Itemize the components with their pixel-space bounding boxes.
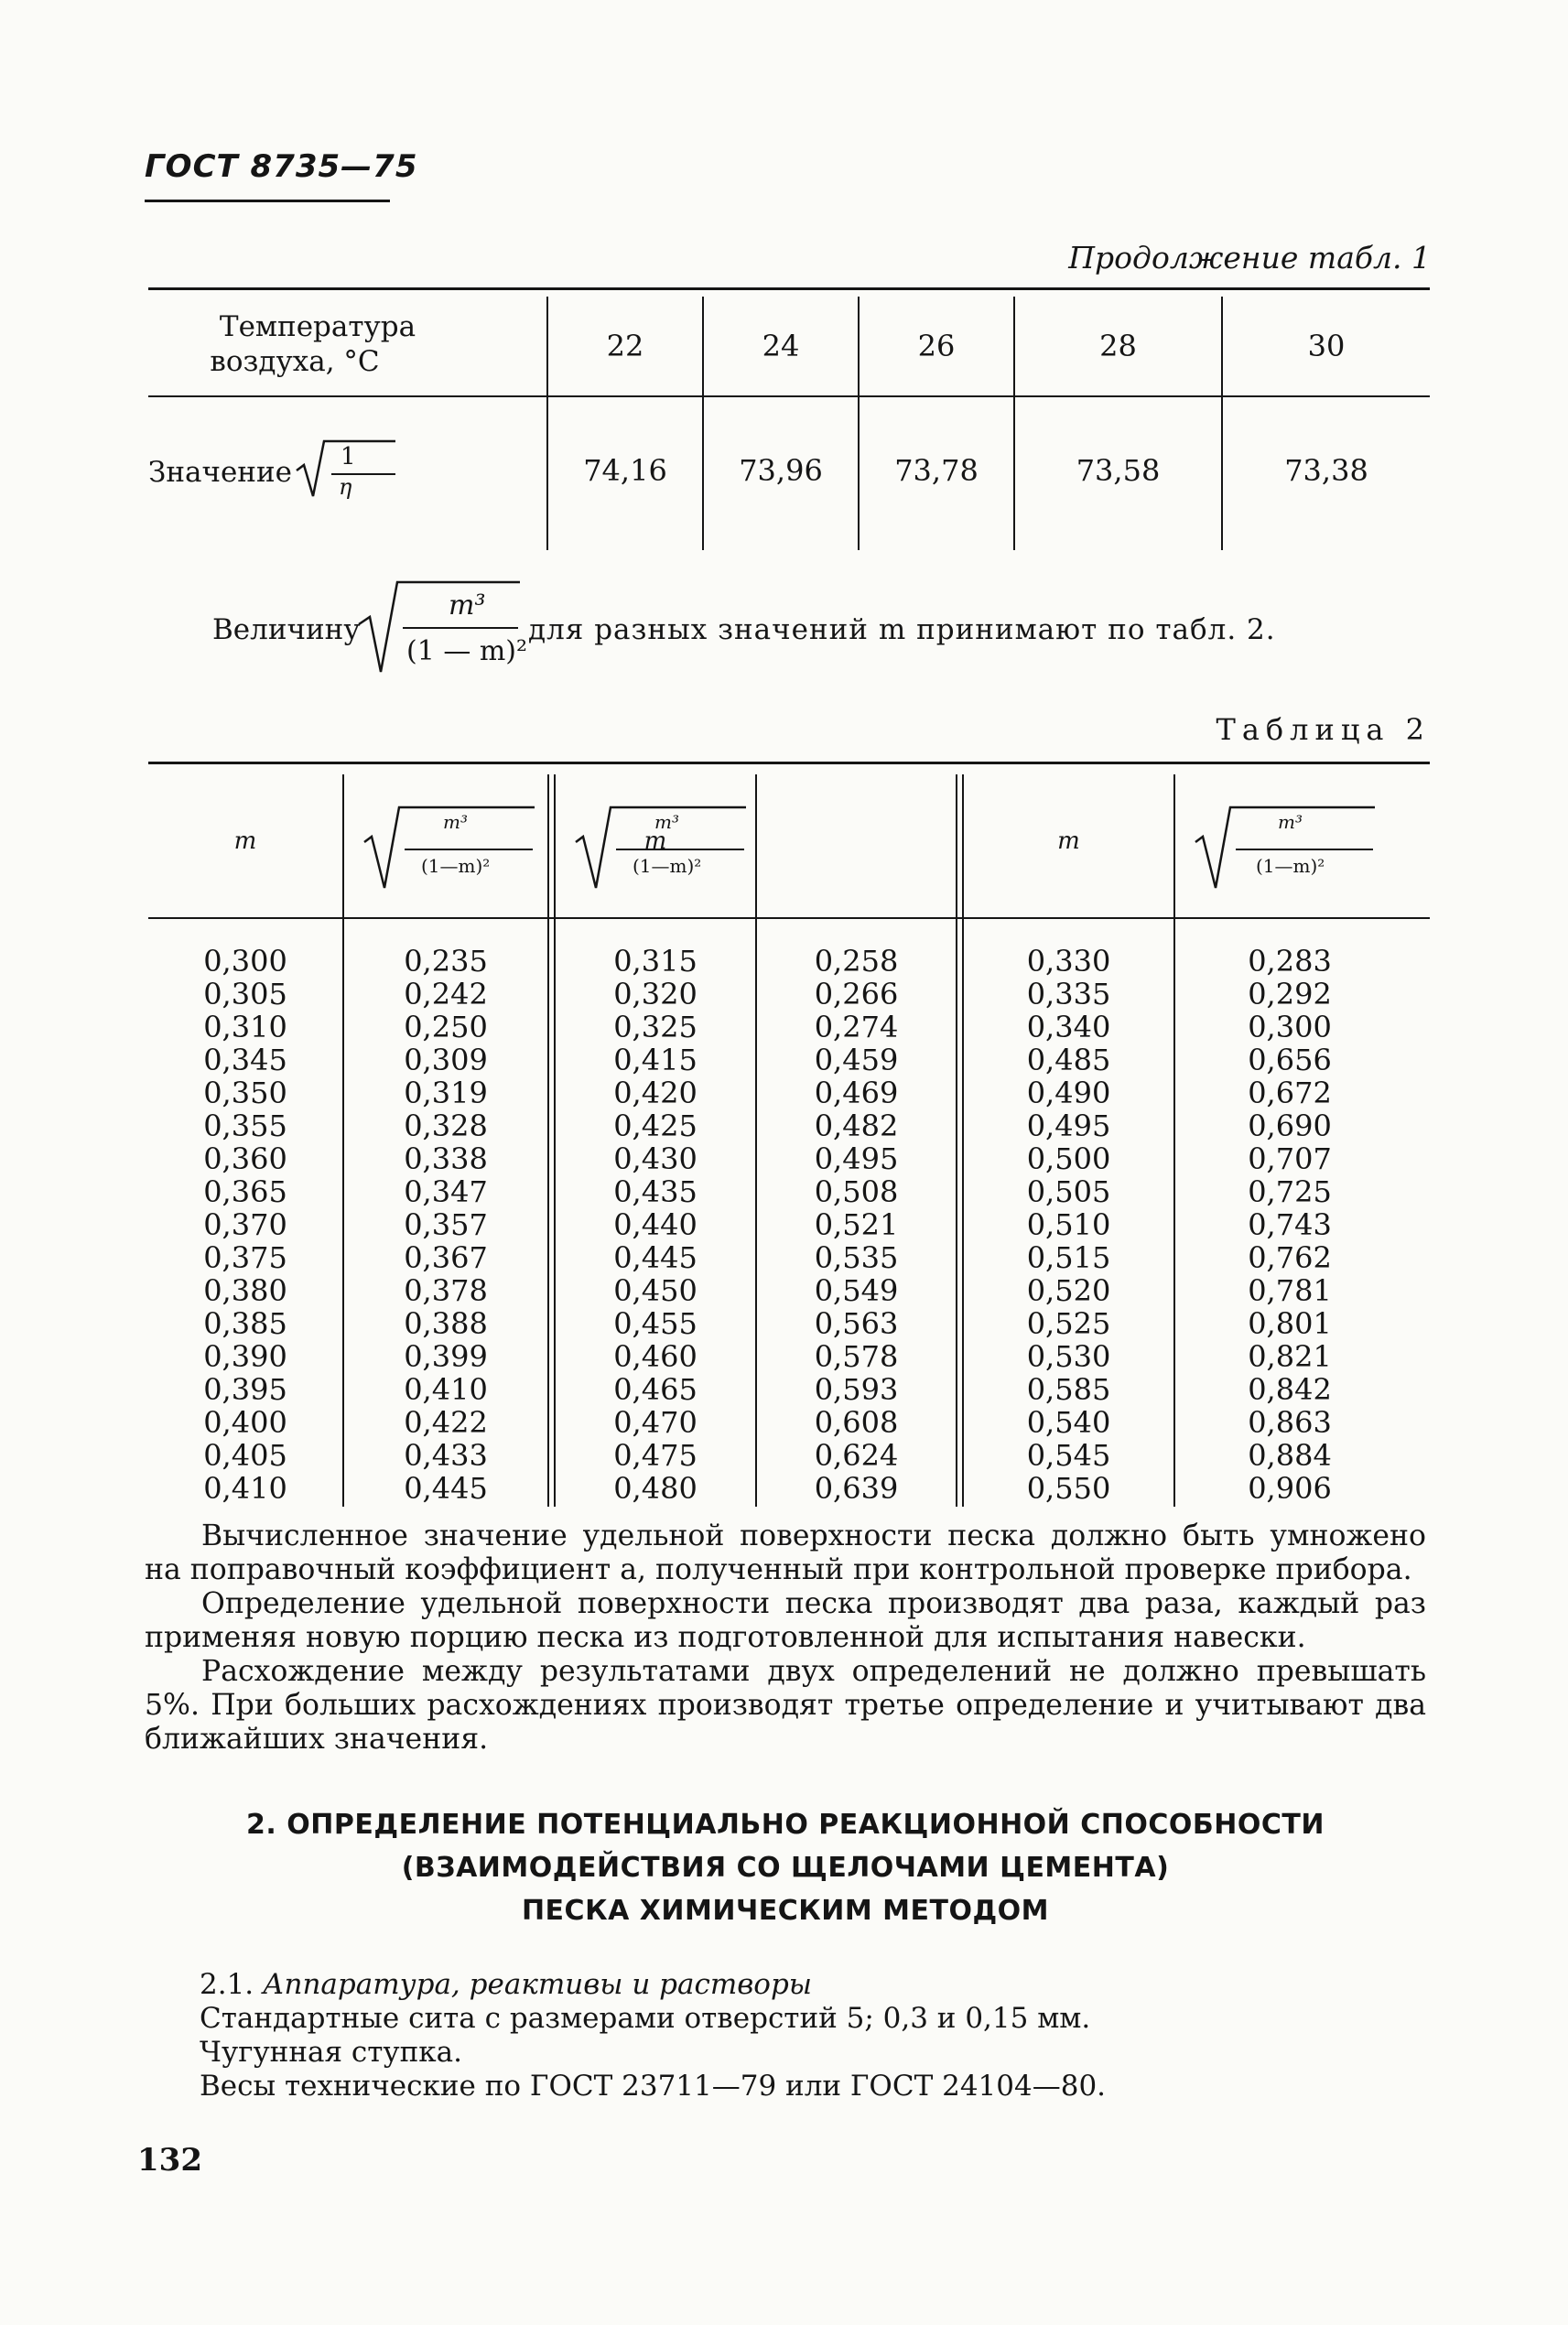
table-cell: 0,521 <box>814 1207 899 1242</box>
formula-denominator: (1—m)² <box>421 855 491 877</box>
document-header: ГОСТ 8735—75 <box>145 148 418 185</box>
table-cell: 0,459 <box>814 1043 899 1077</box>
col-header-m: m <box>1057 827 1080 855</box>
table-cell: 0,370 <box>203 1207 287 1242</box>
formula-denominator: (1—m)² <box>633 855 702 877</box>
table-cell: 0,656 <box>1248 1043 1332 1077</box>
table-cell: 0,707 <box>1248 1141 1332 1176</box>
table-cell: 0,345 <box>203 1043 287 1077</box>
table-cell: 0,274 <box>814 1010 899 1044</box>
table-cell: 0,315 <box>613 944 697 979</box>
table-cell: 0,480 <box>613 1471 697 1506</box>
temp-cell: 28 <box>1099 329 1137 363</box>
subsection-title: Аппаратура, реактивы и растворы <box>263 1968 813 2001</box>
table-cell: 0,821 <box>1248 1339 1332 1374</box>
table-cell: 0,490 <box>1026 1076 1111 1110</box>
formula-numerator: m³ <box>654 811 679 833</box>
table2-caption: Таблица 2 <box>1216 712 1431 747</box>
value-cell: 73,96 <box>739 453 823 488</box>
table-cell: 0,608 <box>814 1405 899 1440</box>
temp-cell: 24 <box>762 329 800 363</box>
section-title-line: (ВЗАИМОДЕЙСТВИЯ СО ЩЕЛОЧАМИ ЦЕМЕНТА) <box>401 1852 1170 1884</box>
subsection-heading <box>200 1968 1106 2002</box>
table-cell: 0,639 <box>814 1471 899 1506</box>
table-cell: 0,319 <box>404 1076 488 1110</box>
data-column <box>148 945 342 1505</box>
table-cell: 0,550 <box>1026 1471 1111 1506</box>
table-cell: 0,300 <box>203 944 287 979</box>
table-cell: 0,300 <box>1248 1010 1332 1044</box>
table-cell: 0,578 <box>814 1339 899 1374</box>
table-cell: 0,347 <box>404 1174 488 1209</box>
table-cell: 0,375 <box>203 1240 287 1275</box>
table-cell: 0,475 <box>613 1438 697 1473</box>
table-cell: 0,360 <box>203 1141 287 1176</box>
table-cell: 0,435 <box>613 1174 697 1209</box>
formula-numerator: 1 <box>341 443 356 470</box>
paragraph: Определение удельной поверхности песка производят два раза, каждый раз применяя новую порцию песка из подготовленной для испытания навески. <box>145 1587 1426 1654</box>
table-cell: 0,624 <box>814 1438 899 1473</box>
value-cell: 73,38 <box>1284 453 1368 488</box>
value-cell: 73,58 <box>1076 453 1161 488</box>
data-column <box>344 945 547 1505</box>
table-cell: 0,400 <box>203 1405 287 1440</box>
table-cell: 0,445 <box>613 1240 697 1275</box>
table-cell: 0,515 <box>1026 1240 1111 1275</box>
table-cell: 0,545 <box>1026 1438 1111 1473</box>
table-cell: 0,310 <box>203 1010 287 1044</box>
formula-numerator: m³ <box>1278 811 1303 833</box>
table-cell: 0,283 <box>1248 944 1332 979</box>
value-label: Значение <box>148 456 292 489</box>
table-cell: 0,510 <box>1026 1207 1111 1242</box>
value-cell: 73,78 <box>894 453 979 488</box>
section-title-line: 2. ОПРЕДЕЛЕНИЕ ПОТЕНЦИАЛЬНО РЕАКЦИОННОЙ СПОСОБНОСТИ <box>246 1809 1325 1841</box>
table-cell: 0,422 <box>404 1405 488 1440</box>
table-cell: 0,430 <box>613 1141 697 1176</box>
table-cell: 0,690 <box>1248 1108 1332 1143</box>
table1-continuation: Продолжение табл. 1 <box>1068 240 1431 276</box>
col-header-m: m <box>233 827 257 855</box>
formula-numerator: m³ <box>443 811 468 833</box>
table-cell: 0,863 <box>1248 1405 1332 1440</box>
table-cell: 0,672 <box>1248 1076 1332 1110</box>
table-cell: 0,385 <box>203 1306 287 1341</box>
table-cell: 0,455 <box>613 1306 697 1341</box>
table-cell: 0,355 <box>203 1108 287 1143</box>
table-cell: 0,530 <box>1026 1339 1111 1374</box>
section-title-line: ПЕСКА ХИМИЧЕСКИМ МЕТОДОМ <box>521 1895 1050 1927</box>
col-header-formula <box>344 780 547 913</box>
table-cell: 0,235 <box>404 944 488 979</box>
table-cell: 0,762 <box>1248 1240 1332 1275</box>
table-cell: 0,585 <box>1026 1372 1111 1407</box>
table-cell: 0,801 <box>1248 1306 1332 1341</box>
table-cell: 0,842 <box>1248 1372 1332 1407</box>
rule <box>148 917 1430 919</box>
col-header-formula <box>556 780 755 913</box>
table-cell: 0,495 <box>814 1141 899 1176</box>
subsection <box>200 1968 1106 2103</box>
subsection-number: 2.1. <box>200 1968 254 2001</box>
table-cell: 0,482 <box>814 1108 899 1143</box>
table-cell: 0,593 <box>814 1372 899 1407</box>
table-cell: 0,410 <box>203 1471 287 1506</box>
table-cell: 0,460 <box>613 1339 697 1374</box>
table-cell: 0,445 <box>404 1471 488 1506</box>
row-label-temperature <box>167 309 469 379</box>
formula-denominator: η <box>339 474 352 500</box>
body-text <box>145 1519 1426 1757</box>
table-cell: 0,470 <box>613 1405 697 1440</box>
temp-cell: 26 <box>917 329 956 363</box>
table-cell: 0,378 <box>404 1273 488 1308</box>
table-cell: 0,563 <box>814 1306 899 1341</box>
col-header-formula <box>1175 780 1404 913</box>
table-cell: 0,242 <box>404 977 488 1011</box>
table-cell: 0,743 <box>1248 1207 1332 1242</box>
table-cell: 0,388 <box>404 1306 488 1341</box>
table-cell: 0,325 <box>613 1010 697 1044</box>
table-cell: 0,781 <box>1248 1273 1332 1308</box>
table-cell: 0,540 <box>1026 1405 1111 1440</box>
table-cell: 0,884 <box>1248 1438 1332 1473</box>
table-cell: 0,505 <box>1026 1174 1111 1209</box>
table-cell: 0,535 <box>814 1240 899 1275</box>
table-cell: 0,420 <box>613 1076 697 1110</box>
table-cell: 0,367 <box>404 1240 488 1275</box>
table-cell: 0,258 <box>814 944 899 979</box>
table-cell: 0,433 <box>404 1438 488 1473</box>
table-cell: 0,425 <box>613 1108 697 1143</box>
table-cell: 0,399 <box>404 1339 488 1374</box>
table-cell: 0,725 <box>1248 1174 1332 1209</box>
table-cell: 0,292 <box>1248 977 1332 1011</box>
value-cell: 74,16 <box>583 453 667 488</box>
page-number: 132 <box>137 2142 202 2179</box>
table-cell: 0,906 <box>1248 1471 1332 1506</box>
header-rule <box>145 200 390 202</box>
table-cell: 0,330 <box>1026 944 1111 979</box>
temp-cell: 22 <box>606 329 644 363</box>
rule <box>148 395 1430 397</box>
subsection-line: Чугунная ступка. <box>200 2036 463 2069</box>
table-cell: 0,508 <box>814 1174 899 1209</box>
table-cell: 0,305 <box>203 977 287 1011</box>
row-label-line: воздуха, °С <box>210 345 380 378</box>
table-cell: 0,350 <box>203 1076 287 1110</box>
formula-after: для разных значений m принимают по табл. 2. <box>528 613 1276 646</box>
rule <box>547 774 549 1507</box>
table-cell: 0,266 <box>814 977 899 1011</box>
table-cell: 0,410 <box>404 1372 488 1407</box>
table-cell: 0,465 <box>613 1372 697 1407</box>
table-cell: 0,320 <box>613 977 697 1011</box>
row-label-value <box>148 434 533 507</box>
table-cell: 0,525 <box>1026 1306 1111 1341</box>
table-cell: 0,328 <box>404 1108 488 1143</box>
paragraph: Расхождение между результатами двух определений не должно превышать 5%. При больших расхождениях производят третье определение и учитывают два ближайших значения. <box>145 1655 1426 1756</box>
table-cell: 0,485 <box>1026 1043 1111 1077</box>
table-cell: 0,340 <box>1026 1010 1111 1044</box>
subsection-line: Стандартные сита с размерами отверстий 5; 0,3 и 0,15 мм. <box>200 2002 1091 2035</box>
table-cell: 0,415 <box>613 1043 697 1077</box>
table-cell: 0,357 <box>404 1207 488 1242</box>
data-column <box>1175 945 1404 1505</box>
section-heading <box>145 1803 1426 1932</box>
data-column <box>556 945 755 1505</box>
table-cell: 0,405 <box>203 1438 287 1473</box>
table-2 <box>148 762 1430 1517</box>
table-cell: 0,390 <box>203 1339 287 1374</box>
subsection-line: Весы технические по ГОСТ 23711—79 или ГОСТ 24104—80. <box>200 2070 1107 2103</box>
formula-sentence <box>212 577 1402 677</box>
formula-before: Величину <box>212 613 361 646</box>
table-cell: 0,450 <box>613 1273 697 1308</box>
row-label-line: Температура <box>219 310 416 343</box>
table-cell: 0,500 <box>1026 1141 1111 1176</box>
table-cell: 0,380 <box>203 1273 287 1308</box>
table-cell: 0,365 <box>203 1174 287 1209</box>
table-cell: 0,469 <box>814 1076 899 1110</box>
rule <box>956 774 957 1507</box>
rule <box>148 287 1430 290</box>
temp-cell: 30 <box>1307 329 1346 363</box>
table-cell: 0,335 <box>1026 977 1111 1011</box>
table-cell: 0,520 <box>1026 1273 1111 1308</box>
table-cell: 0,549 <box>814 1273 899 1308</box>
paragraph: Вычисленное значение удельной поверхности песка должно быть умножено на поправочный коэффициент а, полученный при контрольной проверке прибора. <box>145 1519 1426 1586</box>
table-cell: 0,338 <box>404 1141 488 1176</box>
col-header-m: m <box>643 827 667 855</box>
table-cell: 0,440 <box>613 1207 697 1242</box>
formula-numerator: m³ <box>449 589 486 622</box>
table-cell: 0,495 <box>1026 1108 1111 1143</box>
table-cell: 0,309 <box>404 1043 488 1077</box>
rule <box>148 762 1430 764</box>
data-column <box>757 945 956 1505</box>
table-cell: 0,250 <box>404 1010 488 1044</box>
formula-denominator: (1 — m)² <box>406 635 528 667</box>
table-1 <box>148 287 1430 550</box>
data-column <box>964 945 1173 1505</box>
table-cell: 0,395 <box>203 1372 287 1407</box>
formula-denominator: (1—m)² <box>1256 855 1325 877</box>
